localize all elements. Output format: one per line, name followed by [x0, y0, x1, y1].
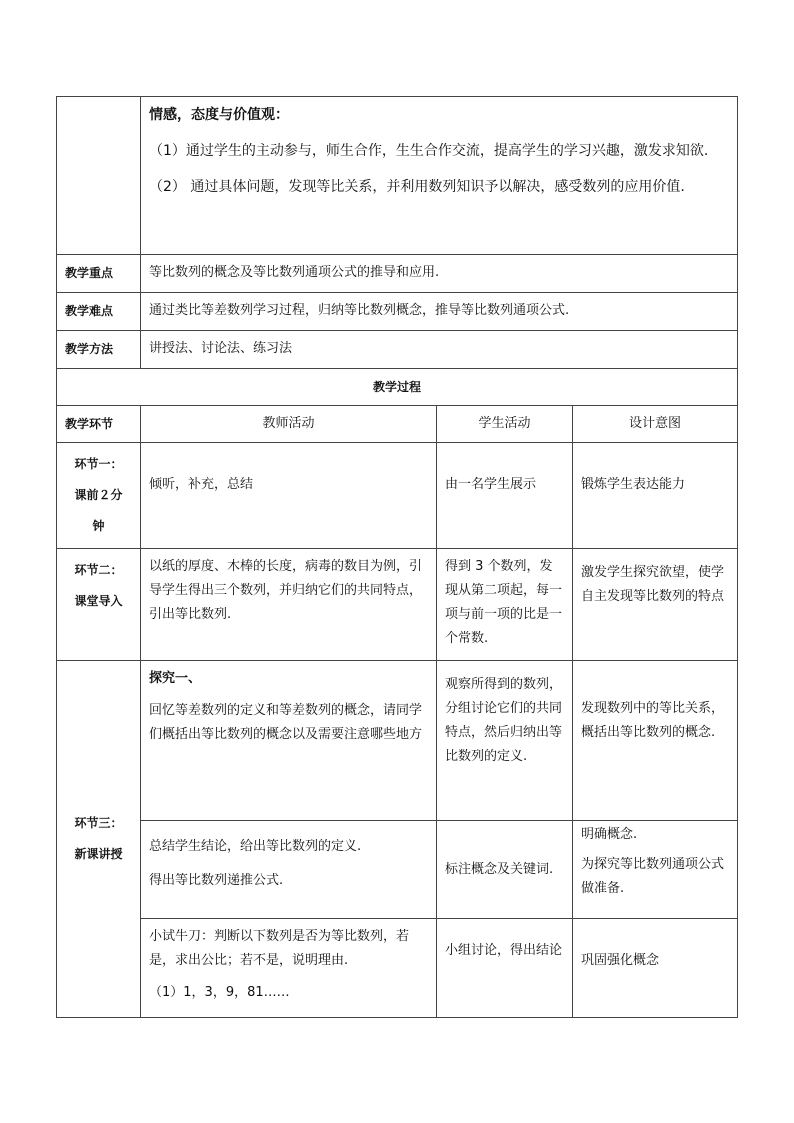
emotion-row	[57, 97, 738, 255]
practice-prompt: 小试牛刀：判断以下数列是否为等比数列，若是，求出公比；若不是，说明理由.	[149, 929, 410, 968]
difficulty-label: 教学难点	[57, 293, 141, 331]
stage3-intent-c: 巩固强化概念	[573, 919, 738, 1018]
intent-b-line2: 为探究等比数列通项公式做准备.	[581, 857, 725, 896]
stage3-teacher-a	[141, 661, 437, 821]
objective-2: （2） 通过具体问题，发现等比关系，并利用数列知识予以解决，感受数列的应用价值.	[149, 179, 685, 195]
teacher-b-line1: 总结学生结论，给出等比数列的定义.	[149, 839, 362, 854]
header-intent: 设计意图	[573, 406, 738, 443]
stage3-intent-a: 发现数列中的等比关系，概括出等比数列的概念.	[573, 661, 738, 821]
stage3-teacher-c	[141, 919, 437, 1018]
header-student: 学生活动	[437, 406, 573, 443]
stage3-row-b	[57, 821, 738, 919]
stage1-label	[57, 443, 141, 549]
lesson-plan-table	[56, 96, 738, 1018]
process-title-row	[57, 369, 738, 406]
stage2-row	[57, 549, 738, 661]
method-text: 讲授法、讨论法、练习法	[141, 331, 738, 369]
objectives-cell	[141, 97, 738, 255]
empty-label-cell	[57, 97, 141, 255]
stage1-teacher: 倾听，补充，总结	[141, 443, 437, 549]
stage2-teacher: 以纸的厚度、木棒的长度，病毒的数目为例，引导学生得出三个数列，并归纳它们的共同特点，引出等比数列.	[141, 549, 437, 661]
key-points-row	[57, 255, 738, 293]
header-teacher: 教师活动	[141, 406, 437, 443]
explore-text: 回忆等差数列的定义和等差数列的概念，请同学们概括出等比数列的概念以及需要注意哪些地方	[149, 703, 423, 742]
stage3-line1: 环节三：	[74, 816, 123, 830]
stage3-line2: 新课讲授	[74, 847, 123, 861]
intent-b-line1: 明确概念.	[581, 827, 638, 842]
header-row	[57, 406, 738, 443]
stage3-intent-b	[573, 821, 738, 919]
difficulty-row	[57, 293, 738, 331]
stage3-student-c: 小组讨论，得出结论	[437, 919, 573, 1018]
process-title: 教学过程	[57, 369, 738, 406]
header-stage: 教学环节	[57, 406, 141, 443]
stage3-label	[57, 661, 141, 1018]
objective-1: （1）通过学生的主动参与，师生合作，生生合作交流，提高学生的学习兴趣，激发求知欲.	[149, 143, 709, 159]
stage2-line2: 课堂导入	[74, 594, 123, 608]
stage3-student-a: 观察所得到的数列，分组讨论它们的共同特点，然后归纳出等比数列的定义.	[437, 661, 573, 821]
key-points-text: 等比数列的概念及等比数列通项公式的推导和应用.	[141, 255, 738, 293]
stage2-label	[57, 549, 141, 661]
stage2-intent: 激发学生探究欲望，使学自主发现等比数列的特点	[573, 549, 738, 661]
stage1-line1: 环节一：	[74, 457, 123, 471]
stage3-student-b: 标注概念及关键词.	[437, 821, 573, 919]
stage1-line2: 课前２分	[74, 488, 123, 502]
explore-heading: 探究一、	[149, 671, 202, 686]
stage1-line3: 钟	[92, 519, 105, 533]
stage3-row-c	[57, 919, 738, 1018]
teacher-b-line2: 得出等比数列递推公式.	[149, 873, 284, 888]
key-points-label: 教学重点	[57, 255, 141, 293]
practice-item-1: （1）1，3，9，81……	[149, 985, 290, 1000]
stage3-teacher-b	[141, 821, 437, 919]
objectives-heading: 情感，态度与价值观：	[149, 107, 289, 123]
stage3-row-a	[57, 661, 738, 821]
method-label: 教学方法	[57, 331, 141, 369]
stage1-student: 由一名学生展示	[437, 443, 573, 549]
stage2-line1: 环节二：	[74, 563, 123, 577]
difficulty-text: 通过类比等差数列学习过程，归纳等比数列概念，推导等比数列通项公式.	[141, 293, 738, 331]
stage2-student: 得到 3 个数列，发现从第二项起，每一项与前一项的比是一个常数.	[437, 549, 573, 661]
stage1-row	[57, 443, 738, 549]
stage1-intent: 锻炼学生表达能力	[573, 443, 738, 549]
method-row	[57, 331, 738, 369]
